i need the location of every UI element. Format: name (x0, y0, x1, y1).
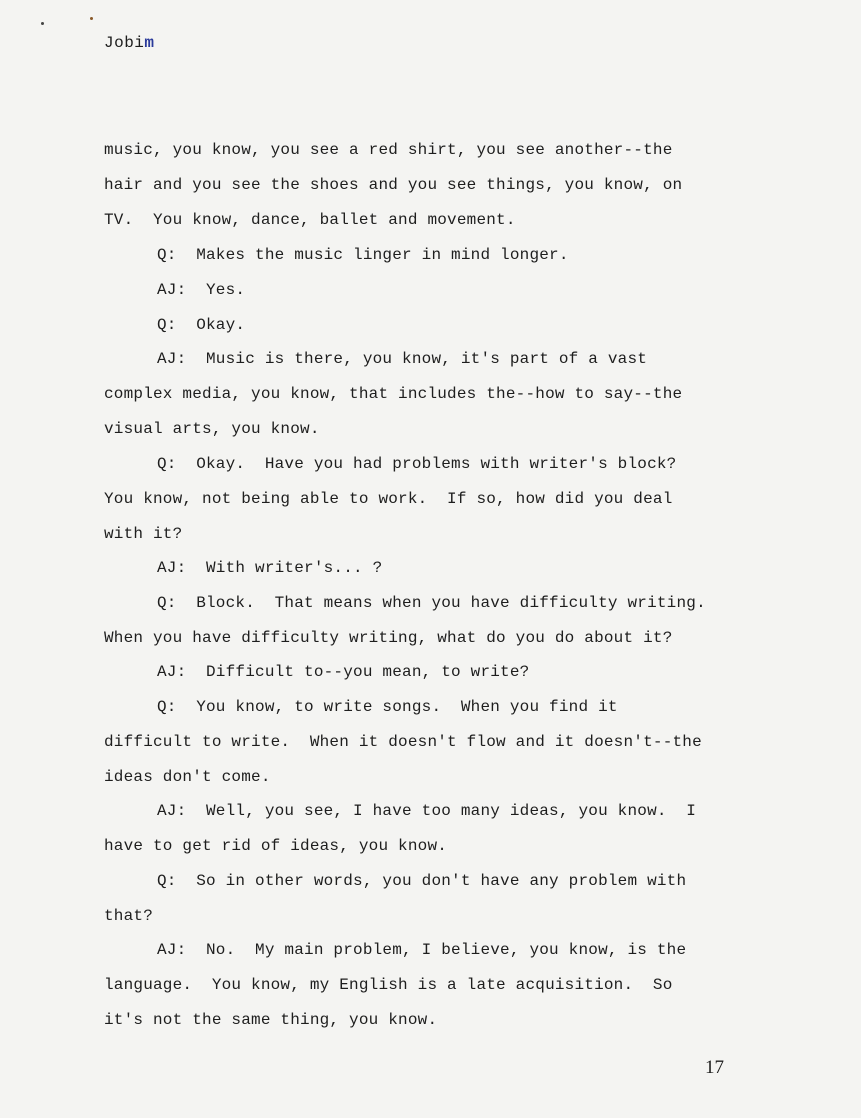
text-line: You know, not being able to work. If so, how did you deal (104, 490, 673, 508)
page-number: 17 (705, 1057, 724, 1078)
running-header (104, 34, 155, 52)
speck-mark (41, 22, 44, 25)
text-line: TV. You know, dance, ballet and movement. (104, 211, 516, 229)
text-line: have to get rid of ideas, you know. (104, 837, 448, 855)
text-line: language. You know, my English is a late acquisition. So (104, 976, 673, 994)
text-line: When you have difficulty writing, what do you do about it? (104, 629, 673, 647)
text-line: difficult to write. When it doesn't flow and it doesn't--the (104, 733, 702, 751)
text-line: AJ: No. My main problem, I believe, you know, is the (157, 941, 687, 959)
text-line: Q: Block. That means when you have difficulty writing. (157, 594, 706, 612)
text-line: music, you know, you see a red shirt, you see another--the (104, 141, 673, 159)
text-line: AJ: With writer's... ? (157, 559, 383, 577)
text-line: Q: Makes the music linger in mind longer. (157, 246, 569, 264)
text-line: that? (104, 907, 154, 925)
text-line: Q: So in other words, you don't have any problem with (157, 872, 687, 890)
text-line: AJ: Music is there, you know, it's part of a vast (157, 350, 648, 368)
header-name: Jobi (104, 34, 145, 52)
text-line: ideas don't come. (104, 768, 271, 786)
text-line: AJ: Difficult to--you mean, to write? (157, 663, 530, 681)
text-line: Q: Okay. Have you had problems with writer's block? (157, 455, 677, 473)
text-line: AJ: Yes. (157, 281, 246, 299)
speck-mark (90, 17, 93, 20)
text-line: it's not the same thing, you know. (104, 1011, 438, 1029)
text-line: visual arts, you know. (104, 420, 320, 438)
text-line: with it? (104, 525, 183, 543)
text-line: hair and you see the shoes and you see things, you know, on (104, 176, 683, 194)
text-line: Q: Okay. (157, 316, 246, 334)
text-line: complex media, you know, that includes the--how to say--the (104, 385, 683, 403)
header-ink-mark: m (144, 34, 155, 52)
text-line: AJ: Well, you see, I have too many ideas, you know. I (157, 802, 697, 820)
text-line: Q: You know, to write songs. When you find it (157, 698, 618, 716)
